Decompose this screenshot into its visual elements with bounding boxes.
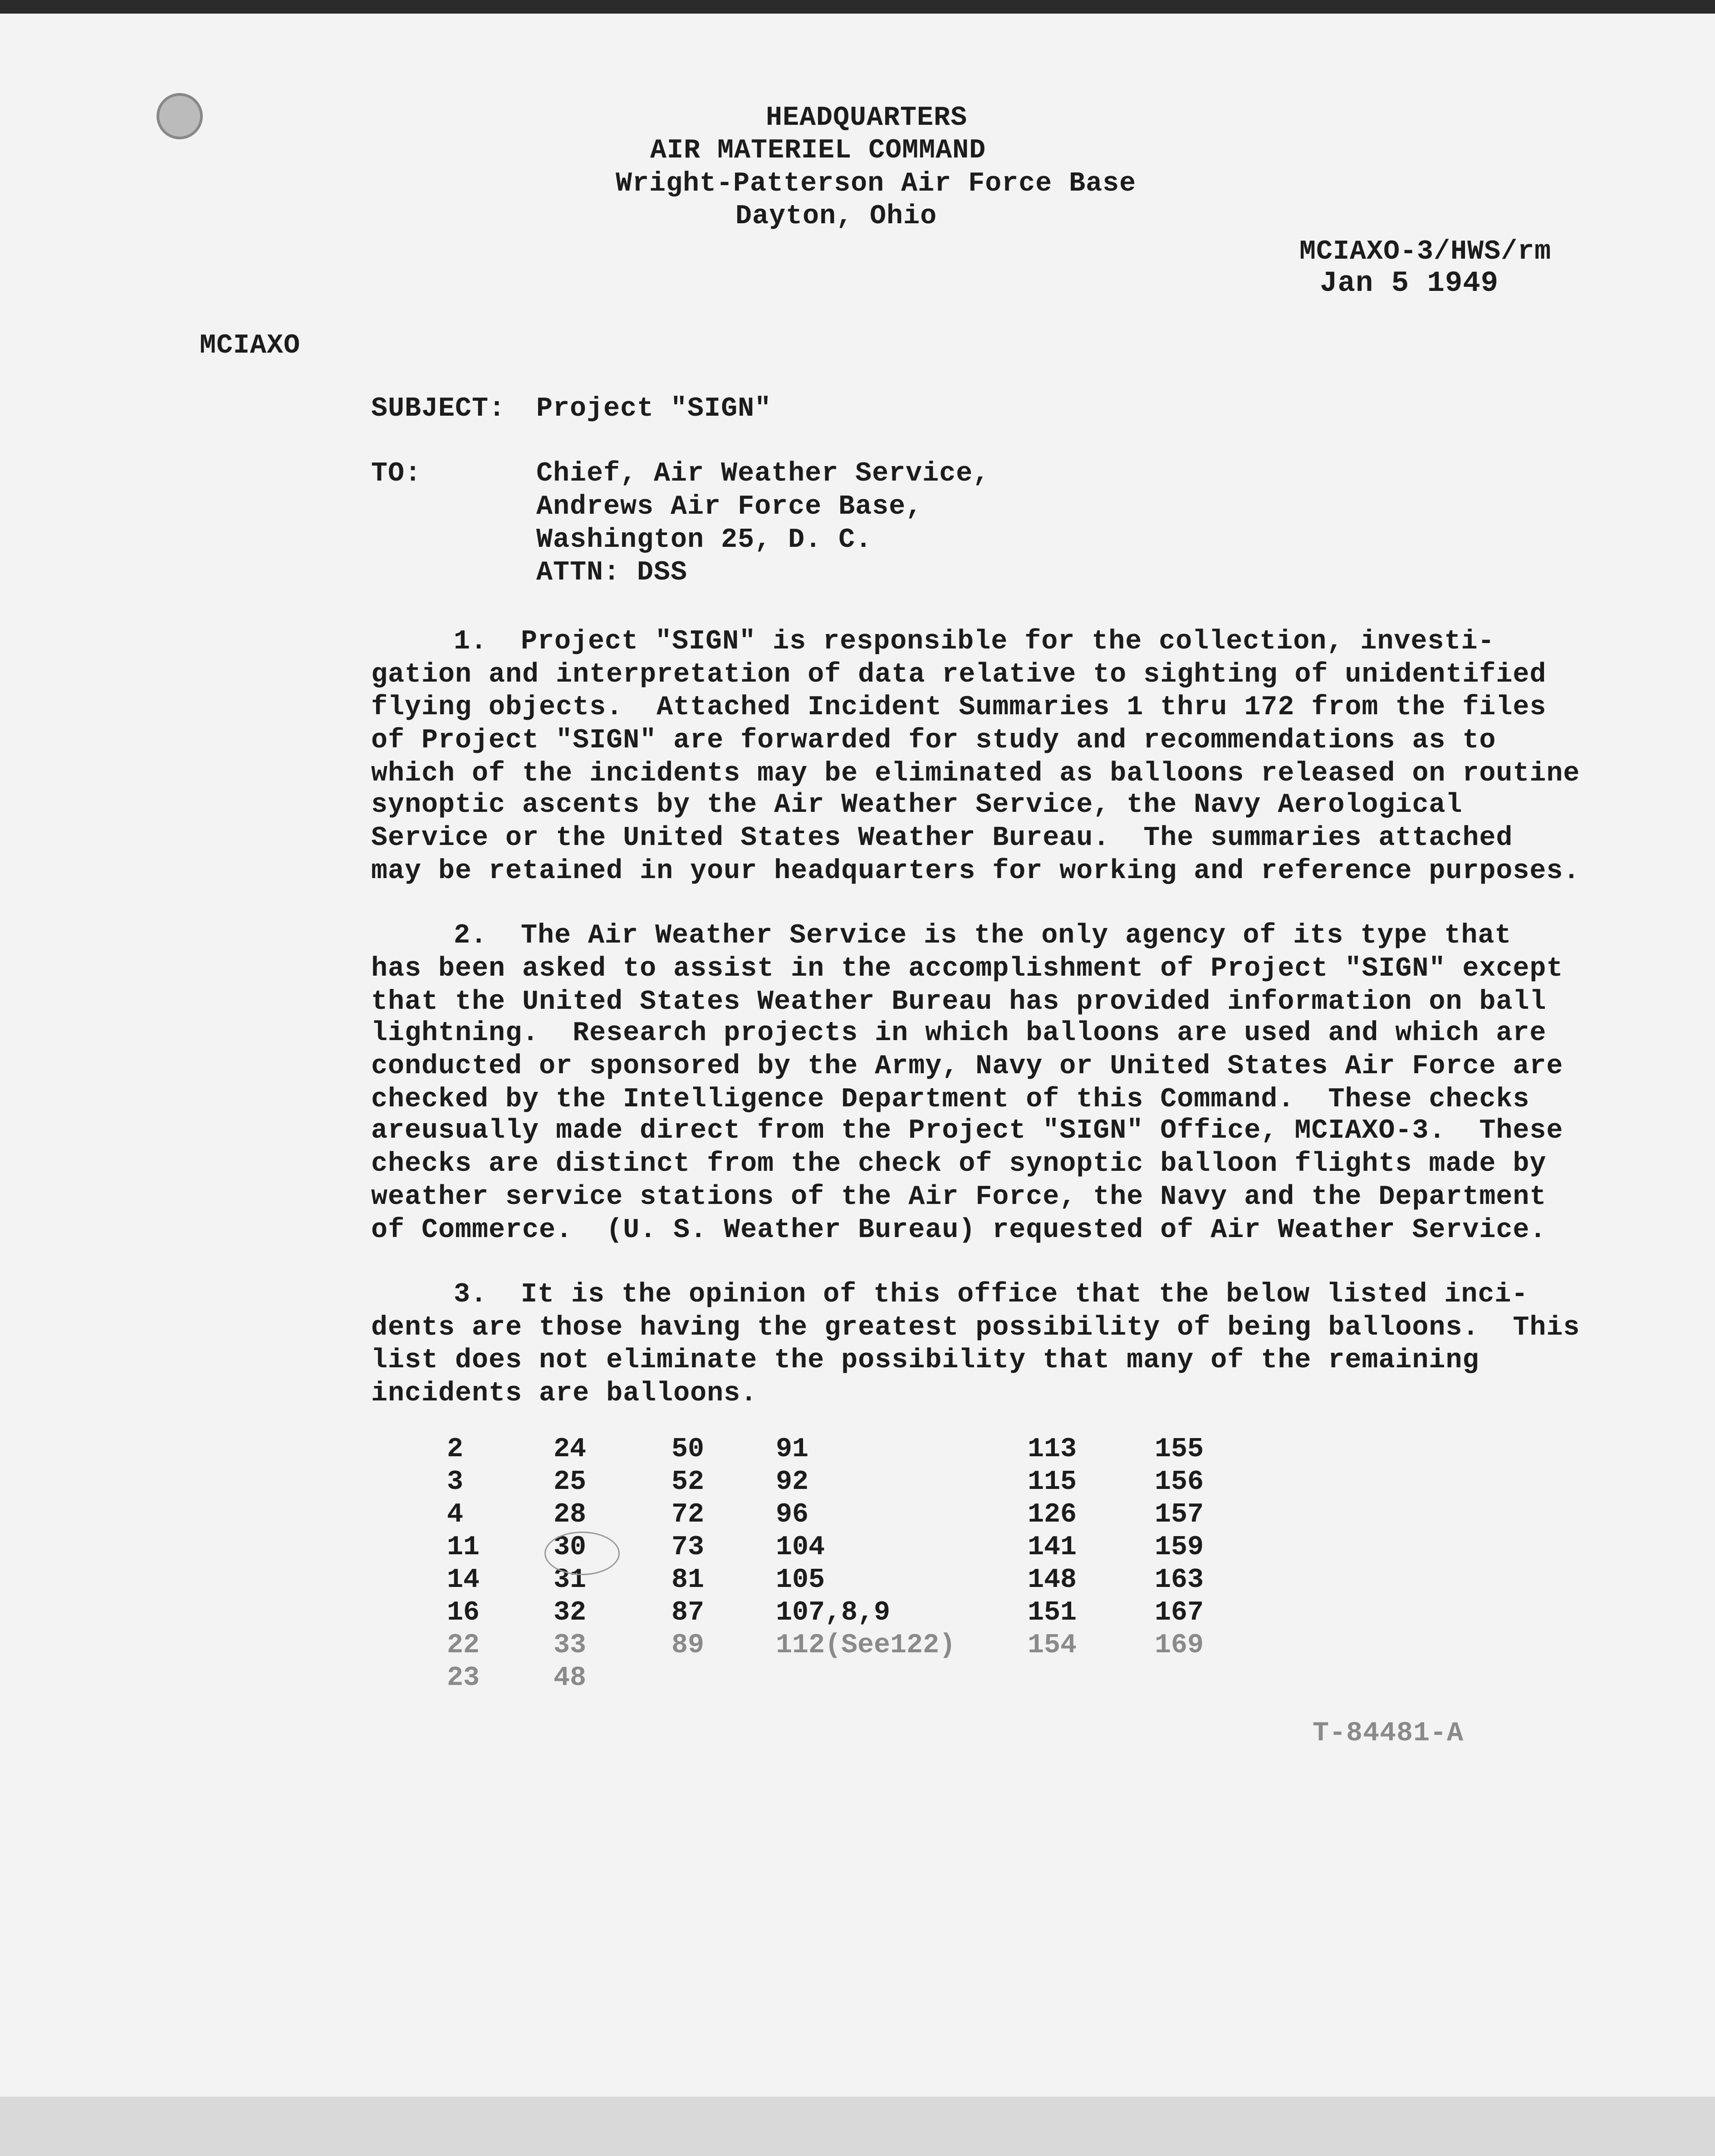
- incident-number: 91: [776, 1434, 809, 1465]
- incident-number: 3: [447, 1467, 464, 1498]
- to-line: ATTN: DSS: [536, 557, 688, 588]
- incident-number: 105: [776, 1565, 825, 1596]
- incident-number: 72: [671, 1499, 705, 1530]
- incident-number: 163: [1155, 1565, 1204, 1596]
- footer-code: T-84481-A: [1313, 1718, 1464, 1749]
- incident-number: 30: [554, 1532, 587, 1563]
- letterhead-line3: Wright-Patterson Air Force Base: [616, 168, 1137, 199]
- to-line: Andrews Air Force Base,: [536, 491, 923, 522]
- paragraph-line: weather service stations of the Air Force, the Navy and the Department: [371, 1182, 1547, 1213]
- incident-number: 24: [554, 1434, 587, 1465]
- incident-number: 148: [1028, 1565, 1077, 1596]
- paragraph-line: incidents are balloons.: [371, 1378, 758, 1409]
- paragraph-line: checks are distinct from the check of synoptic balloon flights made by: [371, 1149, 1547, 1179]
- incident-number: 31: [554, 1565, 587, 1596]
- to-label: TO:: [371, 458, 422, 489]
- paragraph-line: checked by the Intelligence Department of this Command. These checks: [371, 1084, 1530, 1115]
- reference-date: Jan 5 1949: [1320, 267, 1499, 300]
- incident-number: 154: [1028, 1630, 1077, 1661]
- incident-number: 113: [1028, 1434, 1077, 1465]
- paragraph-line: dents are those having the greatest possibility of being balloons. This: [371, 1312, 1580, 1343]
- incident-number: 52: [671, 1467, 705, 1498]
- reference-code: MCIAXO-3/HWS/rm: [1299, 236, 1552, 267]
- paragraph-line: that the United States Weather Bureau has provided information on ball: [371, 987, 1547, 1017]
- incident-number: 159: [1155, 1532, 1204, 1563]
- scan-top-border: [0, 0, 1715, 14]
- scan-bottom-strip: [0, 2097, 1715, 2156]
- incident-number: 151: [1028, 1597, 1077, 1628]
- incident-number: 14: [447, 1565, 480, 1596]
- punch-hole: [157, 93, 203, 139]
- to-line: Chief, Air Weather Service,: [536, 458, 990, 489]
- incident-number: 104: [776, 1532, 825, 1563]
- incident-number: 96: [776, 1499, 809, 1530]
- paragraph-line: has been asked to assist in the accomplishment of Project "SIGN" except: [371, 953, 1563, 984]
- routing-symbol: MCIAXO: [200, 330, 301, 361]
- paragraph-line: gation and interpretation of data relative to sighting of unidentified: [371, 659, 1547, 690]
- incident-number: 81: [671, 1565, 705, 1596]
- incident-number: 50: [671, 1434, 705, 1465]
- incident-number: 4: [447, 1499, 464, 1530]
- incident-number: 28: [554, 1499, 587, 1530]
- incident-number: 167: [1155, 1597, 1204, 1628]
- incident-number: 92: [776, 1467, 809, 1498]
- subject-label: SUBJECT:: [371, 393, 506, 424]
- incident-number: 169: [1155, 1630, 1204, 1661]
- incident-number: 48: [554, 1663, 587, 1694]
- incident-number: 126: [1028, 1499, 1077, 1530]
- incident-number: 25: [554, 1467, 587, 1498]
- incident-number: 16: [447, 1597, 480, 1628]
- paragraph-line: Service or the United States Weather Bureau. The summaries attached: [371, 823, 1513, 854]
- incident-number: 157: [1155, 1499, 1204, 1530]
- paragraph-line: 1. Project "SIGN" is responsible for the collection, investi-: [454, 626, 1495, 657]
- to-line: Washington 25, D. C.: [536, 525, 872, 555]
- letterhead-line2: AIR MATERIEL COMMAND: [650, 135, 986, 166]
- paragraph-line: of Project "SIGN" are forwarded for study and recommendations as to: [371, 725, 1496, 756]
- paragraph-line: which of the incidents may be eliminated as balloons released on routine: [371, 758, 1580, 789]
- incident-number: 141: [1028, 1532, 1077, 1563]
- incident-number: 155: [1155, 1434, 1204, 1465]
- incident-number: 107,8,9: [776, 1597, 891, 1628]
- paragraph-line: lightning. Research projects in which balloons are used and which are: [371, 1018, 1547, 1049]
- letterhead-line1: HEADQUARTERS: [766, 103, 968, 133]
- incident-number: 115: [1028, 1467, 1077, 1498]
- handwritten-circle: [544, 1532, 620, 1575]
- incident-number: 112(See122): [776, 1630, 956, 1661]
- incident-number: 89: [671, 1630, 705, 1661]
- incident-number: 23: [447, 1663, 480, 1694]
- paragraph-line: of Commerce. (U. S. Weather Bureau) requested of Air Weather Service.: [371, 1215, 1547, 1246]
- subject-value: Project "SIGN": [536, 393, 772, 424]
- paragraph-line: list does not eliminate the possibility that many of the remaining: [371, 1345, 1480, 1376]
- paragraph-line: areusually made direct from the Project "SIGN" Office, MCIAXO-3. These: [371, 1115, 1563, 1146]
- incident-number: 11: [447, 1532, 480, 1563]
- paragraph-line: 3. It is the opinion of this office that the below listed inci-: [454, 1279, 1529, 1310]
- paragraph-line: may be retained in your headquarters for working and reference purposes.: [371, 856, 1580, 887]
- letterhead-line4: Dayton, Ohio: [735, 201, 937, 232]
- incident-number: 156: [1155, 1467, 1204, 1498]
- incident-number: 33: [554, 1630, 587, 1661]
- paragraph-line: 2. The Air Weather Service is the only agency of its type that: [454, 920, 1512, 951]
- paragraph-line: flying objects. Attached Incident Summaries 1 thru 172 from the files: [371, 692, 1547, 723]
- incident-number: 32: [554, 1597, 587, 1628]
- incident-number: 2: [447, 1434, 464, 1465]
- incident-number: 22: [447, 1630, 480, 1661]
- paragraph-line: synoptic ascents by the Air Weather Service, the Navy Aerological: [371, 790, 1463, 820]
- incident-number: 87: [671, 1597, 705, 1628]
- paragraph-line: conducted or sponsored by the Army, Navy or United States Air Force are: [371, 1051, 1563, 1082]
- incident-number: 73: [671, 1532, 705, 1563]
